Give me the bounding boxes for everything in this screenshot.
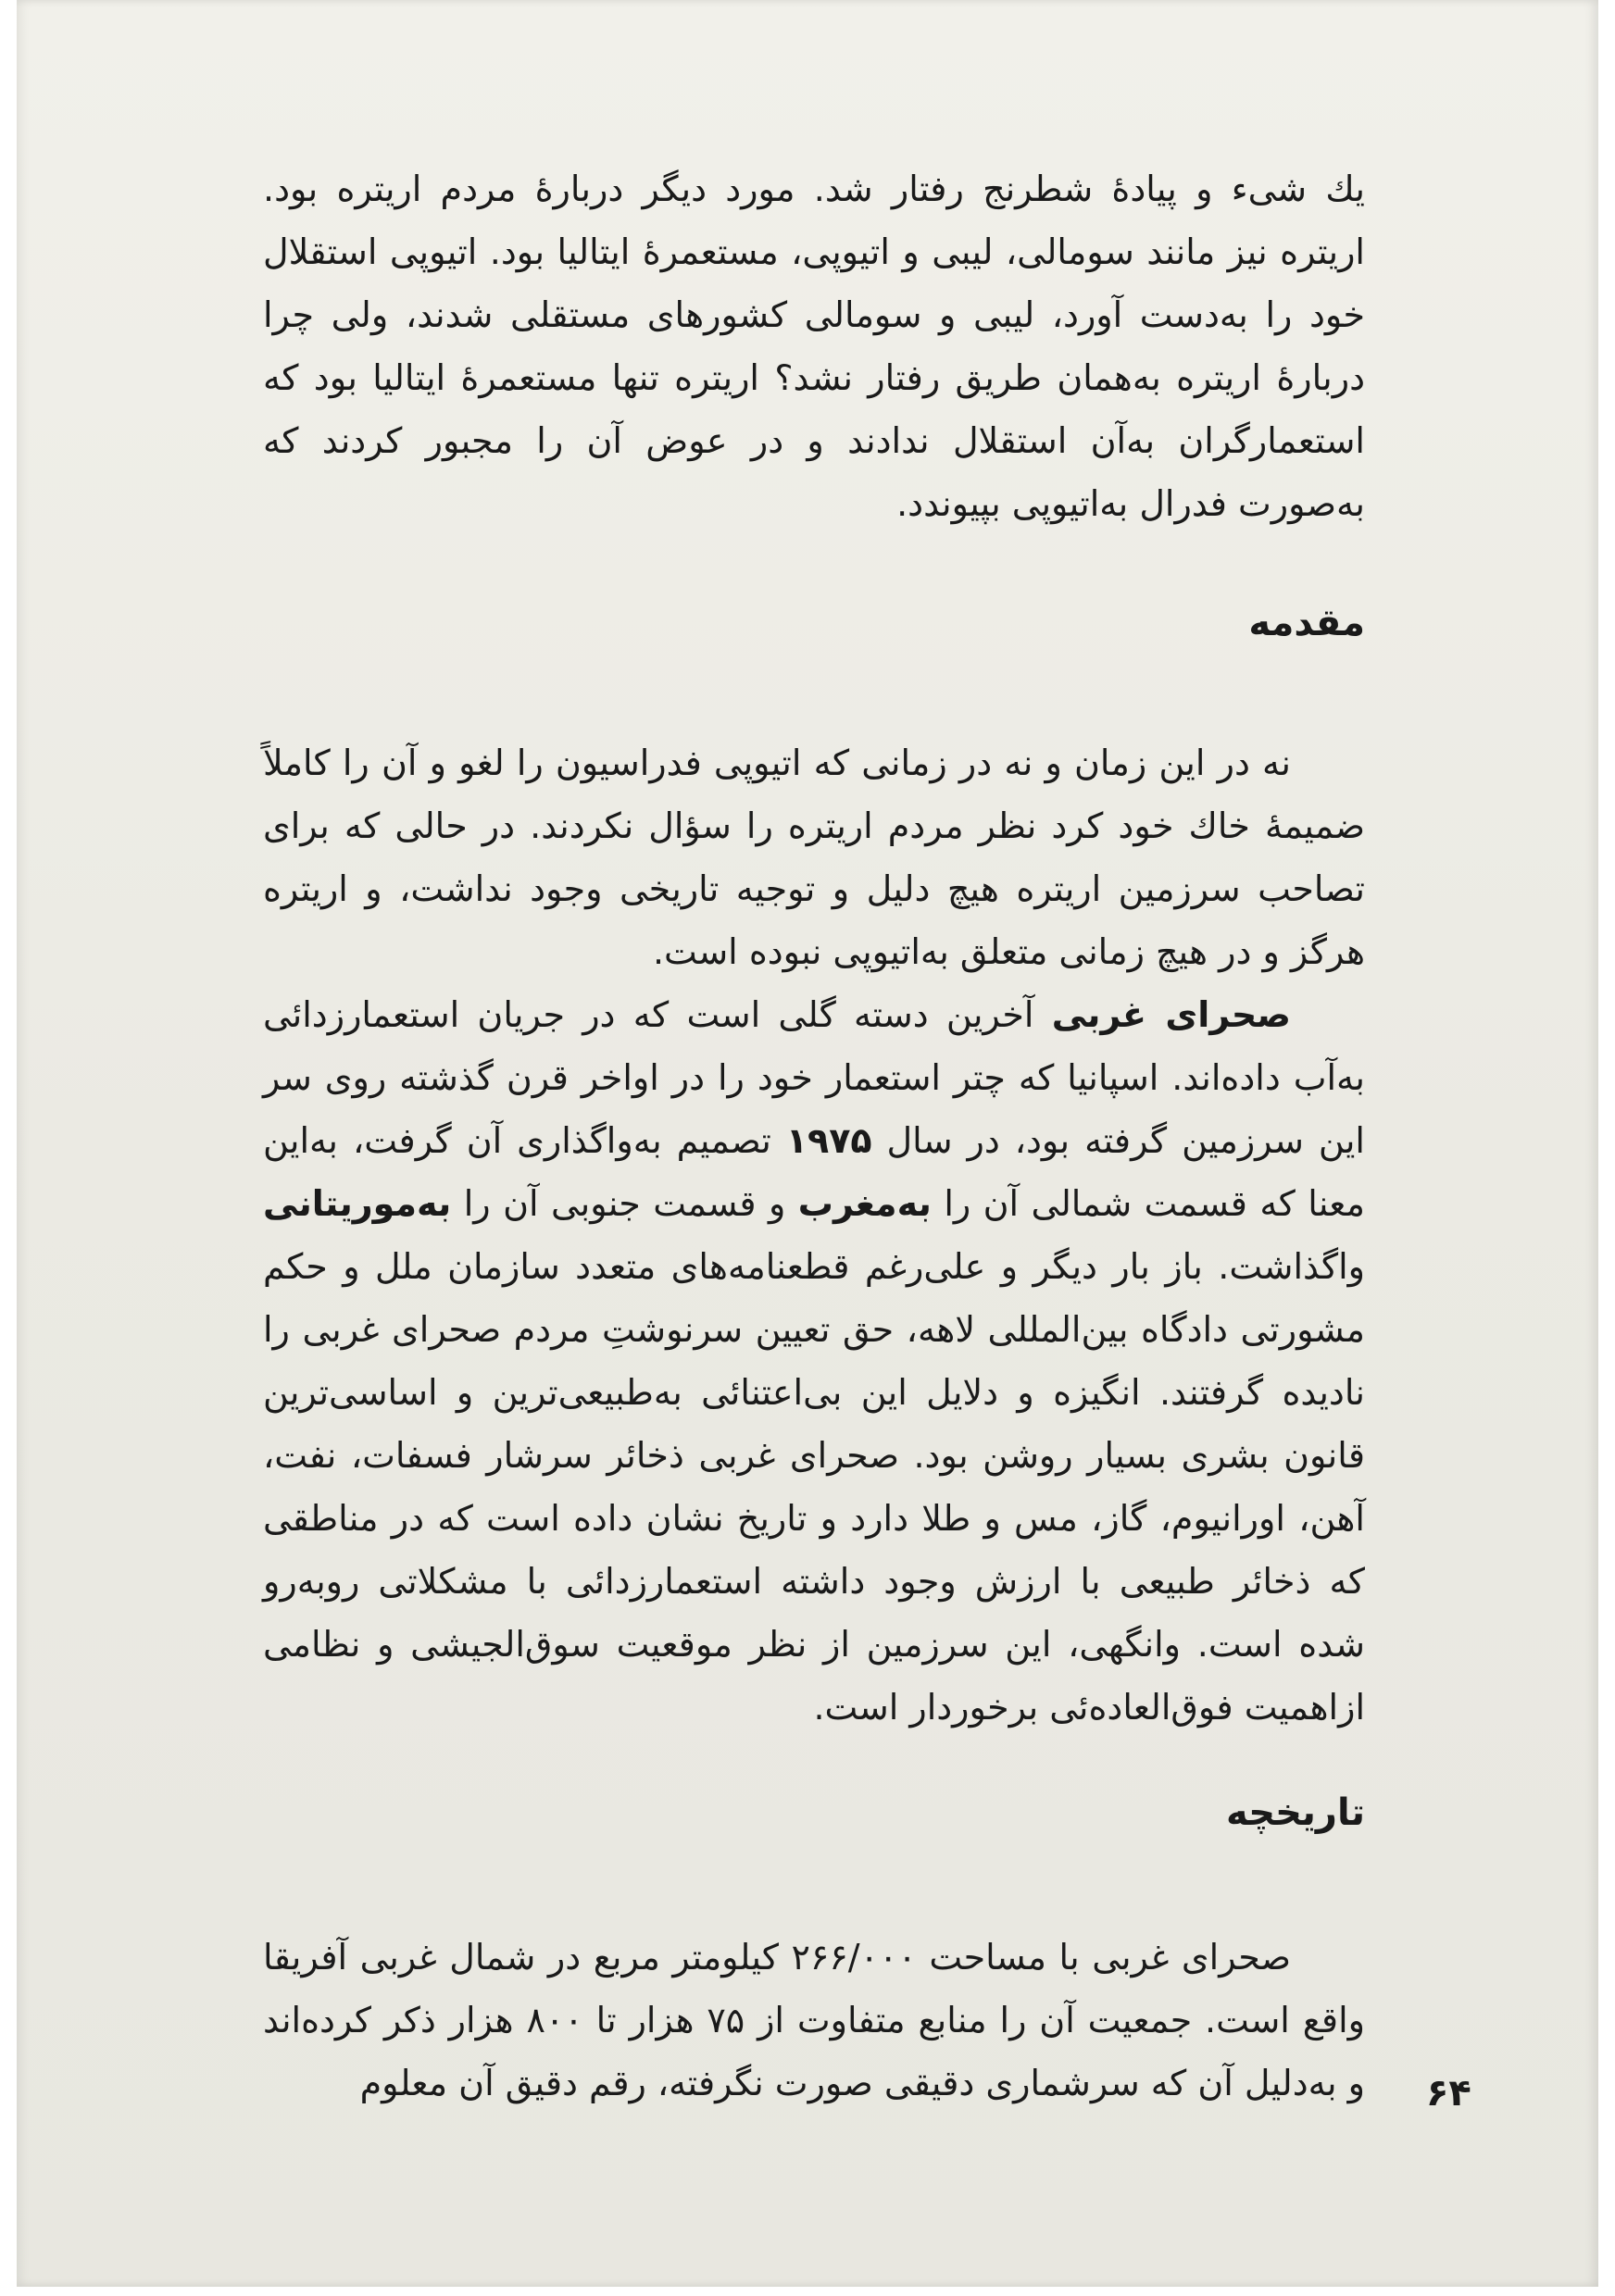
mauritania-term: به‌موریتانی	[263, 1183, 452, 1224]
page-number: ۶۴	[1426, 2072, 1471, 2115]
paragraph-2-part-4: واگذاشت. باز بار دیگر و علی‌رغم قطعنامه‌های متعدد سازمان ملل و حکم مشورتی دادگاه بین‌المللی لاهه، حق تعیین سرنوشتِ مردم صحرای غربی را نادیده گرفتند. انگیزه و دلایل این بی‌اعتنائی به‌طبیعی‌ترین و اساسی‌ترین قانون بشری بسیار روشن بود. صحرای غربی ذخائر سرشار فسفات، نفت، آهن، اورانیوم، گاز، مس و طلا دارد و تاریخ نشان داده است که در مناطقی که ذخائر طبیعی با ارزش وجود داشته استعمارزدائی با مشکلاتی روبه‌رو شده است. وانگهی، این سرزمین از نظر موقعیت سوق‌الجیشی و نظامی ازاهمیت فوق‌العاده‌ئی برخوردار است.	[263, 1246, 1365, 1728]
intro-paragraph-text: یك شیء و پیادهٔ شطرنج رفتار شد. مورد دیگر دربارهٔ مردم اریتره بود. اریتره نیز مانند سومالی، لیبی و اتیوپی، مستعمرهٔ ایتالیا بود. اتیوپی استقلال خود را به‌دست آورد، لیبی و سومالی کشورهای مستقلی شدند، ولی چرا دربارهٔ اریتره به‌همان طریق رفتار نشد؟ اریتره تنها مستعمرهٔ ایتالیا بود که استعمارگران به‌آن استقلال ندادند و در عوض آن را مجبور کردند که به‌صورت فدرال به‌اتیوپی بپیوندد.	[263, 168, 1365, 524]
introduction-paragraph-2	[263, 983, 1365, 1739]
year-1975: ۱۹۷۵	[785, 1120, 872, 1161]
western-sahara-term: صحرای غربی	[1051, 994, 1292, 1035]
history-paragraph-1: صحرای غربی با مساحت ۲۶۶/۰۰۰ کیلومتر مربع در شمال غربی آفریقا واقع است. جمعیت آن را منابع متفاوت از ۷۵ هزار تا ۸۰۰ هزار ذکر کرده‌اند و به‌دلیل آن که سرشماری دقیقی صورت نگرفته، رقم دقیق آن معلوم	[263, 1937, 1365, 2103]
history-section	[263, 1926, 1365, 2115]
intro-paragraph	[263, 157, 1365, 535]
heading-history: تاریخچه	[1226, 1791, 1365, 1834]
paragraph-2-part-3: و قسمت جنوبی آن را	[451, 1183, 798, 1224]
paragraph-2-part-2: تصمیم به‌واگذاری آن گرفت، به‌این معنا که قسمت شمالی آن را	[263, 1120, 1365, 1224]
introduction-paragraph-1: نه در این زمان و نه در زمانی که اتیوپی فدراسیون را لغو و آن را کاملاً ضمیمهٔ خاك خود کرد نظر مردم اریتره را سؤال نکردند. در حالی که برای تصاحب سرزمین اریتره هیچ دلیل و توجیه تاریخی وجود نداشت، و اریتره هرگز و در هیچ زمانی متعلق به‌اتیوپی نبوده است.	[263, 742, 1365, 972]
paragraph-2-part-1: آخرین دسته گلی است که در جریان استعمارزدائی به‌آب داده‌اند. اسپانیا که چتر استعمار خود را در اواخر قرن گذشته روی سر این سرزمین گرفته بود، در سال	[263, 994, 1365, 1161]
heading-introduction: مقدمه	[1248, 602, 1365, 644]
introduction-section	[263, 731, 1365, 1739]
morocco-term: به‌مغرب	[797, 1183, 932, 1224]
scan-margin	[1598, 0, 1615, 2296]
